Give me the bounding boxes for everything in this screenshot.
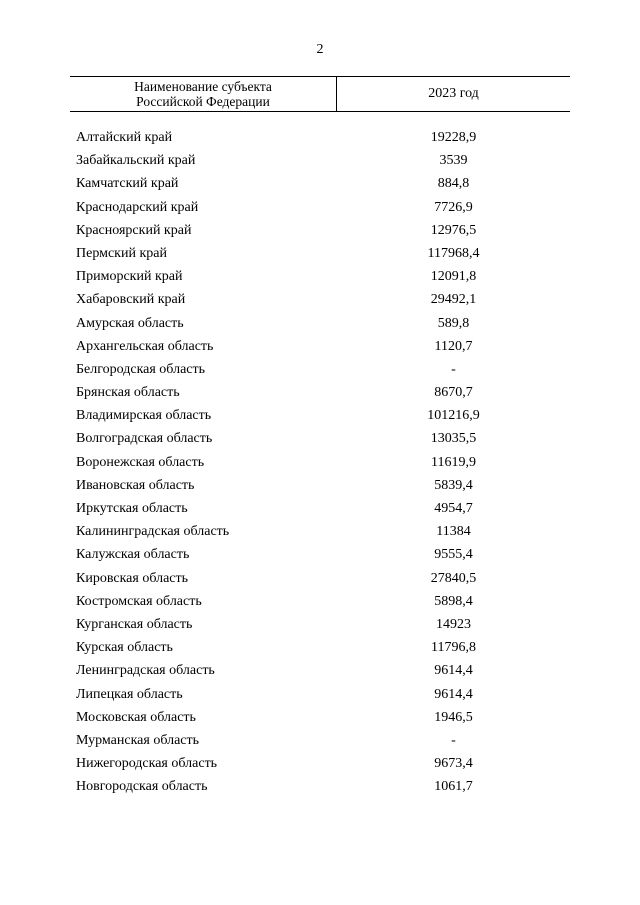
header-region-name-line1: Наименование субъекта <box>134 79 272 94</box>
table-row <box>70 152 570 175</box>
table-row <box>70 199 570 222</box>
region-name: Курганская область <box>76 616 193 632</box>
table-row <box>70 523 570 546</box>
table-row <box>70 454 570 477</box>
table-row <box>70 570 570 593</box>
region-name: Костромская область <box>76 593 202 609</box>
region-name: Калининградская область <box>76 524 230 540</box>
region-value: 27840,5 <box>430 570 477 586</box>
table-row <box>70 129 570 152</box>
region-value: 11384 <box>436 524 471 540</box>
region-value: 12091,8 <box>430 269 477 285</box>
header-region-name <box>70 79 336 109</box>
header-region-name-line2: Российской Федерации <box>136 94 270 109</box>
region-name: Ленинградская область <box>76 663 215 679</box>
region-name: Алтайский край <box>76 130 173 145</box>
table-row <box>70 732 570 755</box>
region-name: Волгоградская область <box>76 431 213 447</box>
region-value: 1946,5 <box>434 709 473 725</box>
region-name: Хабаровский край <box>76 292 186 308</box>
region-name: Липецкая область <box>76 686 183 702</box>
table-row <box>70 616 570 639</box>
region-name: Красноярский край <box>76 222 192 238</box>
region-value: 117968,4 <box>427 245 480 261</box>
table-body <box>70 129 570 801</box>
region-value: 8670,7 <box>434 385 473 401</box>
table-row <box>70 755 570 778</box>
region-name: Иркутская область <box>76 501 188 516</box>
data-table <box>70 76 570 795</box>
table-row <box>70 546 570 569</box>
region-value: 101216,9 <box>427 408 480 424</box>
region-value: - <box>451 732 456 748</box>
region-value: 13035,5 <box>430 431 477 447</box>
region-name: Мурманская область <box>76 732 200 748</box>
region-name: Пермский край <box>76 245 167 261</box>
region-name: Архангельская область <box>76 338 214 354</box>
region-name: Краснодарский край <box>76 199 199 215</box>
region-value: 9673,4 <box>434 756 473 772</box>
page-number: 2 <box>316 42 324 57</box>
region-name: Курская область <box>76 640 173 656</box>
region-name: Владимирская область <box>76 408 212 424</box>
table-row <box>70 291 570 314</box>
region-name: Камчатский край <box>76 176 179 192</box>
region-value: 9614,4 <box>434 663 473 679</box>
region-value: 4954,7 <box>434 501 473 516</box>
region-value: 12976,5 <box>430 222 477 238</box>
region-value: 7726,9 <box>434 199 473 215</box>
region-value: 9614,4 <box>434 686 473 702</box>
region-value: 5839,4 <box>434 477 473 493</box>
header-year: 2023 год <box>428 86 479 101</box>
table-row <box>70 384 570 407</box>
table-row <box>70 268 570 291</box>
table-row <box>70 430 570 453</box>
region-value: 11796,8 <box>431 640 476 656</box>
table-row <box>70 639 570 662</box>
region-name: Воронежская область <box>76 454 205 470</box>
region-name: Московская область <box>76 709 196 725</box>
region-name: Новгородская область <box>76 779 208 795</box>
region-name: Ивановская область <box>76 477 195 493</box>
region-value: 11619,9 <box>431 454 476 470</box>
table-row <box>70 477 570 500</box>
region-value: - <box>451 361 456 377</box>
region-value: 29492,1 <box>430 292 477 308</box>
region-value: 5898,4 <box>434 593 473 609</box>
region-value: 3539 <box>439 153 468 169</box>
region-name: Забайкальский край <box>76 153 196 169</box>
table-row <box>70 500 570 523</box>
region-name: Амурская область <box>76 315 184 331</box>
table-row <box>70 175 570 198</box>
table-row <box>70 245 570 268</box>
table-row <box>70 709 570 732</box>
region-name: Калужская область <box>76 547 190 563</box>
region-value: 19228,9 <box>430 130 477 145</box>
region-value: 14923 <box>436 616 471 632</box>
table-header <box>70 76 570 112</box>
region-value: 589,8 <box>437 315 470 331</box>
table-row <box>70 407 570 430</box>
region-value: 884,8 <box>437 176 470 192</box>
region-name: Приморский край <box>76 269 183 285</box>
table-row <box>70 222 570 245</box>
region-name: Брянская область <box>76 385 180 401</box>
region-name: Нижегородская область <box>76 756 218 772</box>
table-row <box>70 315 570 338</box>
table-row <box>70 686 570 709</box>
table-row <box>70 361 570 384</box>
region-value: 1061,7 <box>434 779 473 795</box>
region-name: Белгородская область <box>76 361 206 377</box>
table-row <box>70 662 570 685</box>
region-value: 9555,4 <box>434 547 473 563</box>
region-name: Кировская область <box>76 570 189 586</box>
table-row <box>70 593 570 616</box>
region-value: 1120,7 <box>434 338 473 354</box>
table-row <box>70 338 570 361</box>
table-row <box>70 778 570 801</box>
